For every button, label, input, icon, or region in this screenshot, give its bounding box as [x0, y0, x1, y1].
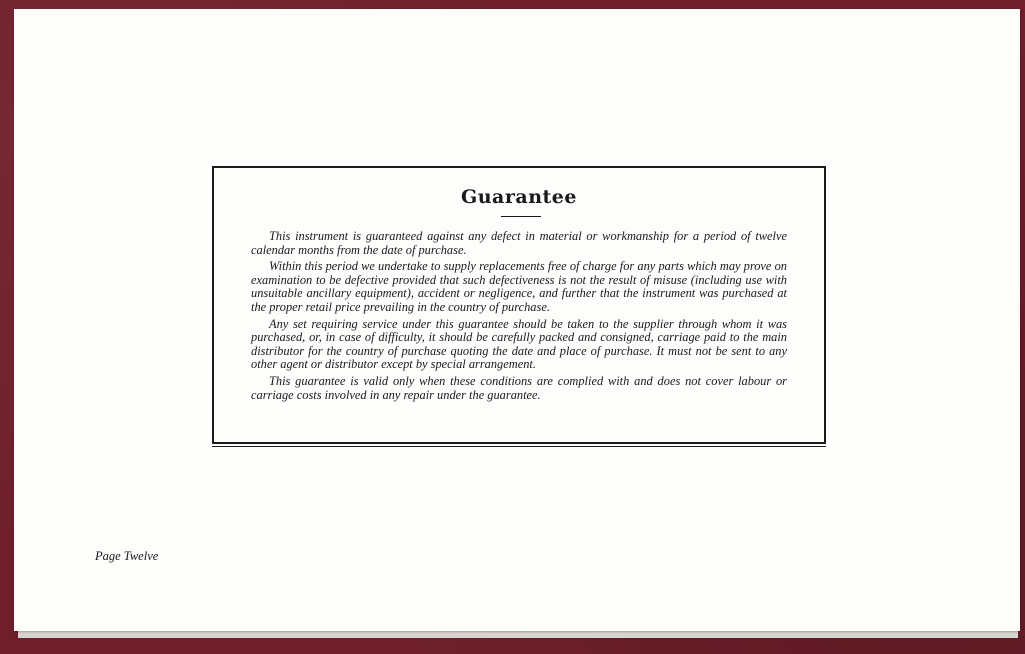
title-underline [501, 216, 541, 217]
guarantee-paragraph-2: Within this period we undertake to supply replacements free of charge for any parts which may prove on examination to be defective provided that such defectiveness is not the result of misuse (including use with unsuitable ancillary equipment), accident or negligence, and further that the instrument was purchased at the proper retail price prevailing in the country of purchase. [251, 259, 787, 314]
guarantee-title: Guarantee [461, 186, 577, 208]
guarantee-paragraph-1: This instrument is guaranteed against any defect in material or workmanship for a period of twelve calendar months from the date of purchase. [251, 229, 787, 257]
document-page [14, 9, 1020, 631]
guarantee-paragraph-4: This guarantee is valid only when these conditions are complied with and does not cover labour or carriage costs involved in any repair under the guarantee. [251, 373, 787, 402]
guarantee-body [251, 230, 787, 405]
page-number: Page Twelve [95, 549, 159, 563]
guarantee-paragraph-3: Any set requiring service under this guarantee should be taken to the supplier through whom it was purchased, or, in case of difficulty, it should be carefully packed and consigned, carriage paid to the main distributor for the country of purchase quoting the date and place of purchase. It must not be sent to any other agent or distributor except by special arrangement. [251, 316, 787, 372]
guarantee-box [212, 166, 826, 444]
